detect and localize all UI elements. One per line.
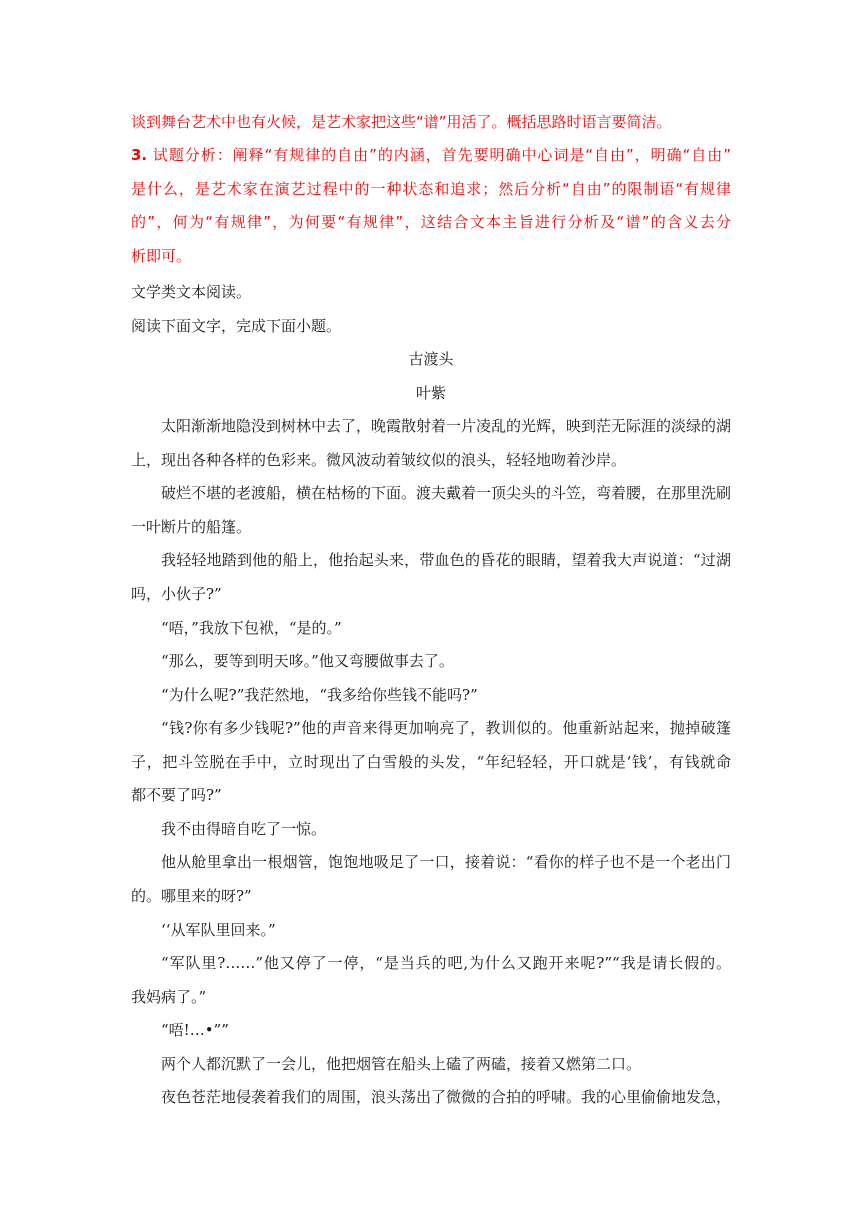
story-line: 我不由得暗自吃了一惊。 [161, 820, 327, 838]
story-line: 吗，小伙子?” [131, 585, 222, 603]
analysis-line: 谈到舞台艺术中也有火候，是艺术家把这些“谱”用活了。概括思路时语言要简洁。 [131, 113, 672, 131]
instruction-text: 阅读下面文字，完成下面小题。 [131, 317, 342, 335]
story-title: 古渡头 [408, 350, 454, 368]
story-line: “钱?你有多少钱呢?”他的声音来得更加响亮了，教训似的。他重新站起来，抛掉破篷 [161, 719, 731, 737]
story-line: 太阳渐渐地隐没到树林中去了，晚霞散射着一片凌乱的光辉，映到茫无际涯的淡绿的湖 [161, 417, 731, 435]
story-line: 上，现出各种各样的色彩来。微风波动着皱纹似的浪头，轻轻地吻着沙岸。 [131, 451, 627, 469]
analysis-line: 是什么，是艺术家在演艺过程中的一种状态和追求；然后分析“自由”的限制语“有规律 [131, 180, 731, 198]
analysis-line: 的”，何为“有规律”，为何要“有规律”，这结合文本主旨进行分析及“谱”的含义去分 [131, 213, 731, 231]
story-line: ‘‘从军队里回来。” [161, 921, 276, 939]
story-line: “为什么呢?”我茫然地，“我多给你些钱不能吗?” [161, 686, 478, 704]
analysis-q3-line [131, 145, 731, 165]
story-line: 一叶断片的船篷。 [131, 518, 252, 536]
story-line: 两个人都沉默了一会儿，他把烟管在船头上磕了两磕，接着又燃第二口。 [161, 1055, 642, 1073]
story-line: 的。哪里来的呀?” [131, 887, 252, 905]
question-number: 3. [131, 146, 148, 164]
story-line: 夜色苍茫地侵袭着我们的周围，浪头荡出了微微的合拍的呼啸。我的心里偷偷地发急， [161, 1088, 731, 1106]
analysis-text: 试题分析：阐释“有规律的自由”的内涵，首先要明确中心词是“自由”，明确“自由” [152, 146, 731, 164]
story-line: “唔!…•”” [161, 1021, 229, 1039]
story-author: 叶紫 [415, 384, 446, 402]
story-line: “那么，要等到明天哆。”他又弯腰做事去了。 [161, 652, 454, 670]
section-heading: 文学类文本阅读。 [131, 283, 252, 301]
story-line: 我妈病了。” [131, 988, 207, 1006]
story-line: 破烂不堪的老渡船，横在枯杨的下面。渡夫戴着一顶尖头的斗笠，弯着腰，在那里洗刷 [161, 484, 731, 502]
story-line: 子，把斗笠脱在手中，立时现出了白雪般的头发，“年纪轻轻，开口就是‘钱’，有钱就命 [131, 753, 731, 771]
story-line: “唔，”我放下包袱，“是的。” [161, 619, 342, 637]
story-line: 我轻轻地踏到他的船上，他抬起头来，带血色的昏花的眼睛，望着我大声说道：“过湖 [161, 551, 731, 569]
story-line: “军队里?……”他又停了一停，“是当兵的吧,为什么又跑开来呢?”“我是请长假的。 [161, 954, 731, 972]
story-line: 都不要了吗?” [131, 786, 222, 804]
analysis-line: 析即可。 [131, 247, 192, 265]
story-line: 他从舱里拿出一根烟管，饱饱地吸足了一口，接着说：“看你的样子也不是一个老出门 [161, 853, 731, 871]
